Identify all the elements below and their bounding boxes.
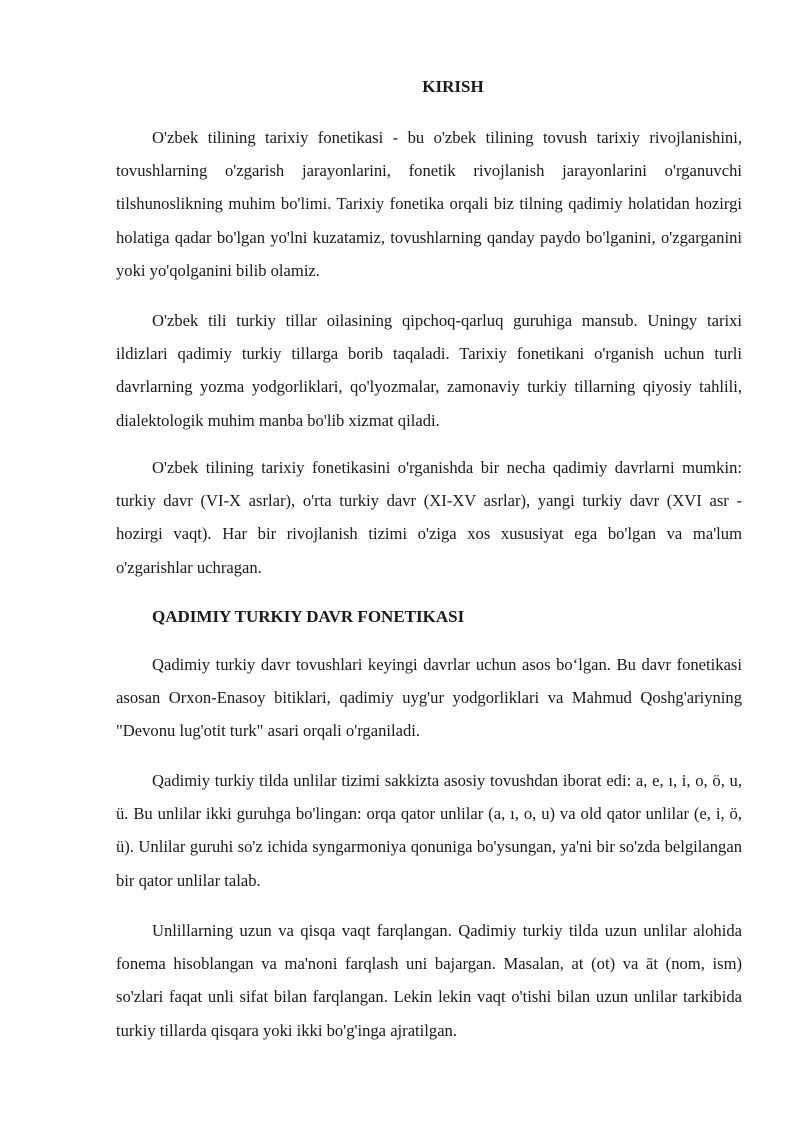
section-paragraph-3: Unlillarning uzun va qisqa vaqt farqlangan. Qadimiy turkiy tilda uzun unlilar alohida fonema hisoblangan va ma'noni farqlash uni bajargan. Masalan, at (ot) va āt (nom, ism) so'zlari faqat unli sifat bilan farqlangan. Lekin lekin vaqt o'tishi bilan uzun unlilar tarkibida turkiy tillarda qisqara yoki ikki bo'g'inga ajratilgan. bbox=[116, 921, 742, 1040]
section-paragraph-1: Qadimiy turkiy davr tovushlari keyingi davrlar uchun asos bo‘lgan. Bu davr fonetikasi asosan Orxon-Enasoy bitiklari, qadimiy uyg'ur yodgorliklari va Mahmud Qoshg'ariyning "Devonu lug'otit turk" asari orqali o'rganiladi. bbox=[116, 655, 742, 741]
intro-paragraph-3: O'zbek tilining tarixiy fonetikasini o'rganishda bir necha qadimiy davrlarni mumkin: turkiy davr (VI-X asrlar), o'rta turkiy davr (XI-XV asrlar), yangi turkiy davr (XVI asr - hozirgi vaqt). Har bir rivojlanish tizimi o'ziga xos xususiyat ega bo'lgan va ma'lum o'zgarishlar uchragan. bbox=[116, 458, 742, 577]
section-title: QADIMIY TURKIY DAVR FONETIKASI bbox=[152, 607, 465, 626]
section-paragraph-2: Qadimiy turkiy tilda unlilar tizimi sakkizta asosiy tovushdan iborat edi: a, e, ı, i, o, ö, u, ü. Bu unlilar ikki guruhga bo'lingan: orqa qator unlilar (a, ı, o, u) va old qator unlilar (e, i, ö, ü). Unlilar guruhi so'z ichida syngarmoniya qonuniga bo'ysungan, ya'ni bir so'zda belgilangan bir qator unlilar talab. bbox=[116, 771, 742, 890]
intro-paragraph-2: O'zbek tili turkiy tillar oilasining qipchoq-qarluq guruhiga mansub. Uningy tarixi ildizlari qadimiy turkiy tillarga borib taqaladi. Tarixiy fonetikani o'rganish uchun turli davrlarning yozma yodgorliklari, qo'lyozmalar, zamonaviy turkiy tillarning qiyosiy tahlili, dialektologik muhim manba bo'lib xizmat qiladi. bbox=[116, 311, 742, 430]
intro-paragraph-1: O'zbek tilining tarixiy fonetikasi - bu o'zbek tilining tovush tarixiy rivojlanishini, tovushlarning o'zgarish jarayonlarini, fonetik rivojlanish jarayonlarini o'rganuvchi tilshunoslikning muhim bo'limi. Tarixiy fonetika orqali biz tilning qadimiy holatidan hozirgi holatiga qadar bo'lgan yo'lni kuzatamiz, tovushlarning qanday paydo bo'lganini, o'zgarganini yoki yo'qolganini bilib olamiz. bbox=[116, 128, 742, 280]
document-title: KIRISH bbox=[422, 77, 484, 96]
